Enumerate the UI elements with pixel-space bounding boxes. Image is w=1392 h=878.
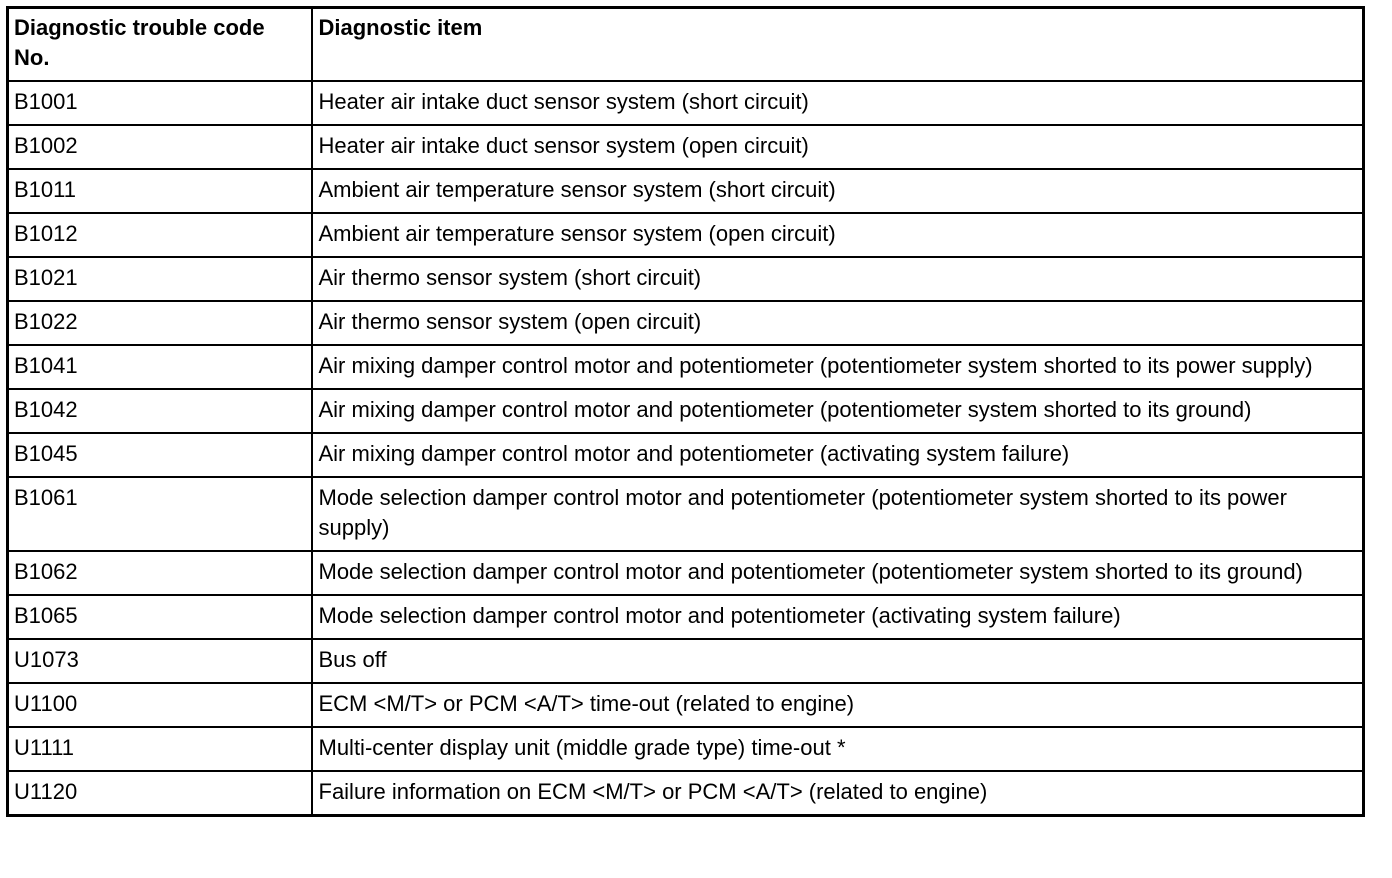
item-cell: Multi-center display unit (middle grade type) time-out * [312,727,1364,771]
item-cell: Mode selection damper control motor and potentiometer (potentiometer system shorted to its ground) [312,551,1364,595]
item-cell: Air thermo sensor system (open circuit) [312,301,1364,345]
code-cell: U1120 [8,771,312,816]
code-cell: B1061 [8,477,312,551]
item-cell: ECM <M/T> or PCM <A/T> time-out (related to engine) [312,683,1364,727]
table-row [8,81,1364,125]
header-item: Diagnostic item [312,8,1364,82]
code-cell: B1001 [8,81,312,125]
table-row [8,169,1364,213]
code-cell: B1012 [8,213,312,257]
table-row [8,433,1364,477]
item-cell: Mode selection damper control motor and potentiometer (activating system failure) [312,595,1364,639]
code-cell: B1065 [8,595,312,639]
table-row [8,595,1364,639]
code-cell: B1002 [8,125,312,169]
item-cell: Ambient air temperature sensor system (short circuit) [312,169,1364,213]
table-row [8,345,1364,389]
item-cell: Heater air intake duct sensor system (short circuit) [312,81,1364,125]
item-cell: Air thermo sensor system (short circuit) [312,257,1364,301]
table-row [8,125,1364,169]
code-cell: B1062 [8,551,312,595]
table-row [8,389,1364,433]
table-row [8,257,1364,301]
code-cell: B1042 [8,389,312,433]
code-cell: B1041 [8,345,312,389]
code-cell: B1021 [8,257,312,301]
table-row [8,683,1364,727]
code-cell: B1045 [8,433,312,477]
item-cell: Heater air intake duct sensor system (open circuit) [312,125,1364,169]
item-cell: Air mixing damper control motor and potentiometer (potentiometer system shorted to its power supply) [312,345,1364,389]
table-row [8,639,1364,683]
table-header-row [8,8,1364,82]
diagnostic-code-table [6,6,1365,817]
table-row [8,771,1364,816]
table-row [8,551,1364,595]
table-row [8,301,1364,345]
item-cell: Air mixing damper control motor and potentiometer (activating system failure) [312,433,1364,477]
code-cell: U1100 [8,683,312,727]
item-cell: Bus off [312,639,1364,683]
code-cell: B1011 [8,169,312,213]
table-row [8,727,1364,771]
table-row [8,477,1364,551]
code-cell: B1022 [8,301,312,345]
item-cell: Failure information on ECM <M/T> or PCM <A/T> (related to engine) [312,771,1364,816]
header-code: Diagnostic trouble code No. [8,8,312,82]
item-cell: Air mixing damper control motor and potentiometer (potentiometer system shorted to its ground) [312,389,1364,433]
table-row [8,213,1364,257]
item-cell: Mode selection damper control motor and potentiometer (potentiometer system shorted to its power supply) [312,477,1364,551]
code-cell: U1073 [8,639,312,683]
code-cell: U1111 [8,727,312,771]
item-cell: Ambient air temperature sensor system (open circuit) [312,213,1364,257]
